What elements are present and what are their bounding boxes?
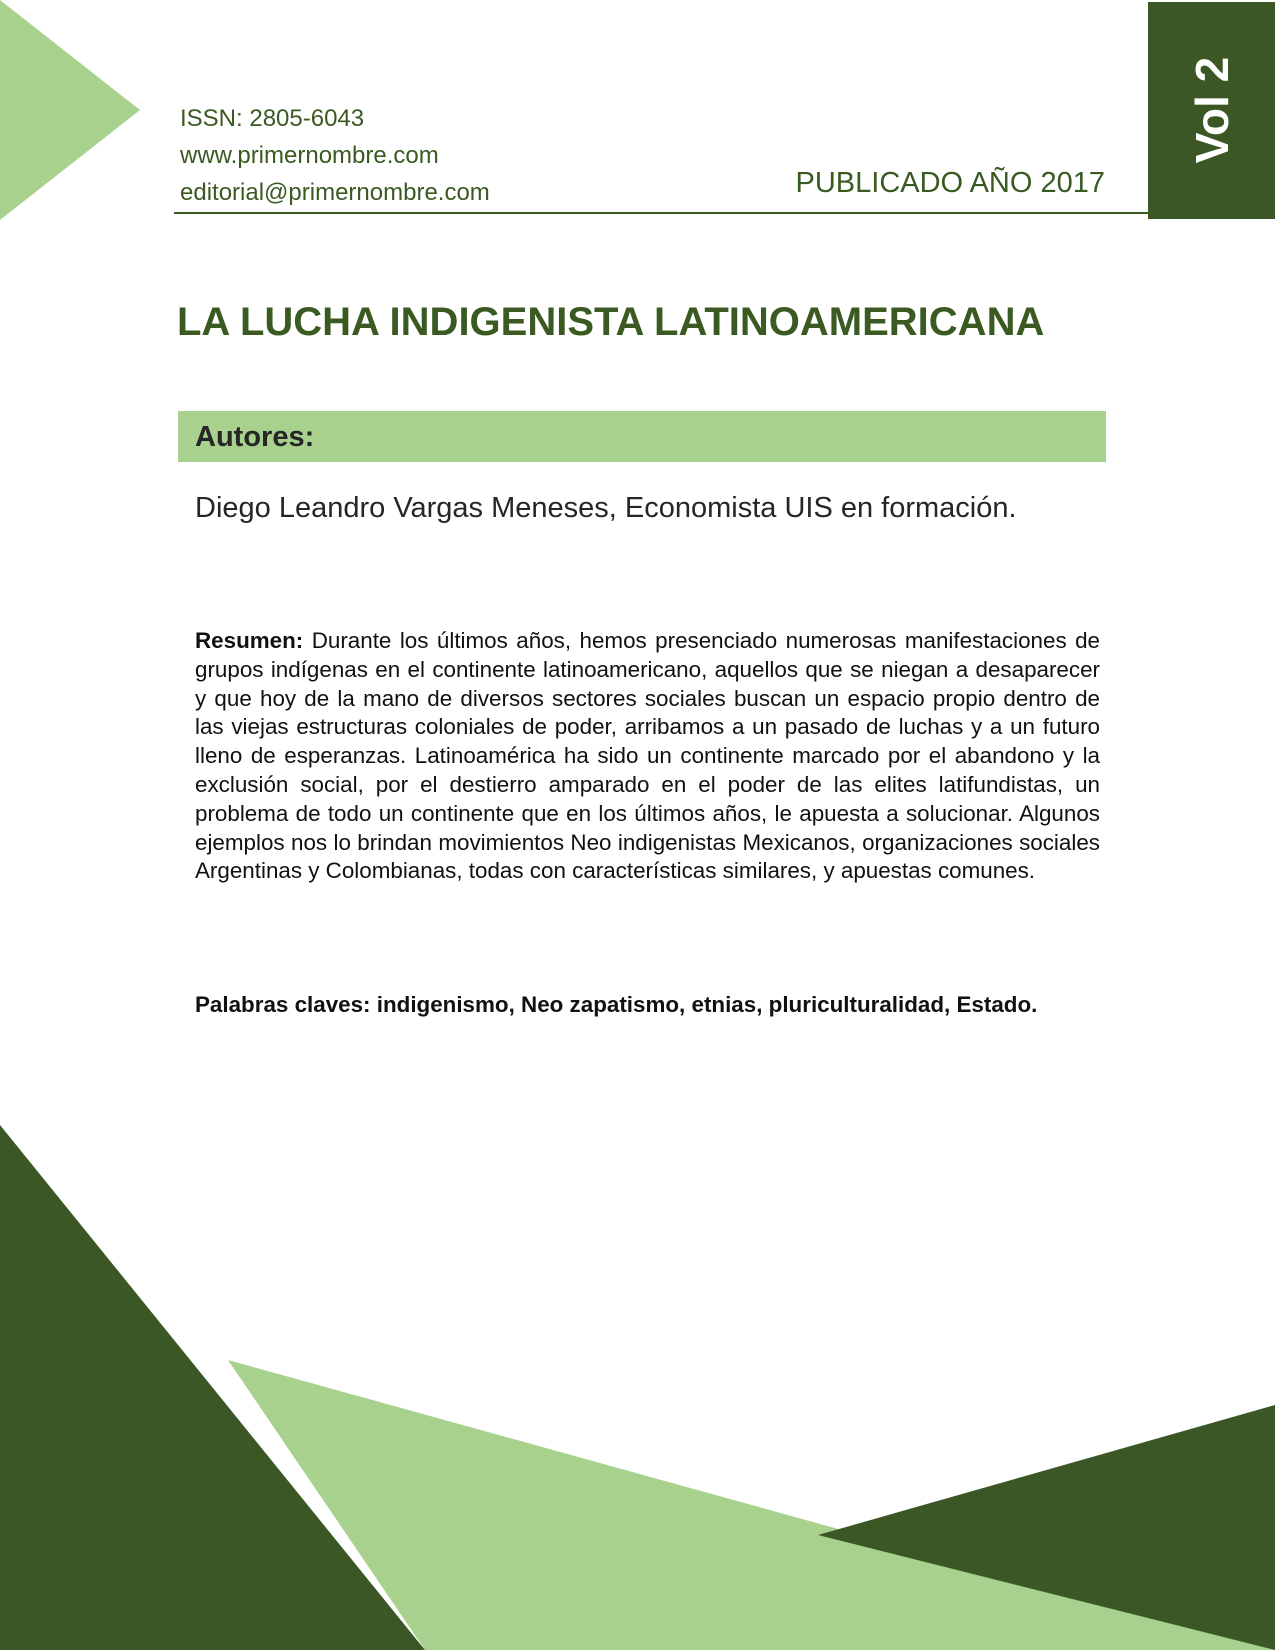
abstract-label: Resumen:: [195, 628, 304, 653]
article-title: LA LUCHA INDIGENISTA LATINOAMERICANA: [177, 300, 1045, 344]
header-divider: [174, 212, 1149, 214]
issn: ISSN: 2805-6043: [180, 105, 365, 132]
email-link[interactable]: editorial@primernombre.com: [180, 179, 490, 206]
publication-info: [180, 100, 490, 211]
author-line: Diego Leandro Vargas Meneses, Economista UIS en formación.: [195, 492, 1017, 524]
volume-label: Vol 2: [1186, 56, 1238, 164]
top-left-triangle: [0, 0, 140, 220]
keywords: Palabras claves: indigenismo, Neo zapatismo, etnias, pluriculturalidad, Estado.: [195, 992, 1038, 1017]
bottom-left-dark-shape: [0, 1125, 425, 1650]
abstract: [195, 627, 1100, 886]
authors-bar: [178, 411, 1106, 462]
authors-heading: Autores:: [195, 421, 315, 453]
website-link[interactable]: www.primernombre.com: [180, 142, 439, 169]
abstract-text: Durante los últimos años, hemos presenciado numerosas manifestaciones de grupos indígenas en el continente latinoamericano, aquellos que se niegan a desaparecer y que hoy de la mano de diversos sectores sociales buscan un espacio propio dentro de las viejas estructuras coloniales de poder, arribamos a un pasado de luchas y a un futuro lleno de esperanzas. Latinoamérica ha sido un continente marcado por el abandono y la exclusión social, por el destierro amparado en el poder de las elites latifundistas, un problema de todo un continente que en los últimos años, le apuesta a solucionar. Algunos ejemplos nos lo brindan movimientos Neo indigenistas Mexicanos, organizaciones sociales Argentinas y Colombianas, todas con características similares, y apuestas comunes.: [195, 628, 1100, 884]
publication-year: PUBLICADO AÑO 2017: [795, 167, 1105, 199]
